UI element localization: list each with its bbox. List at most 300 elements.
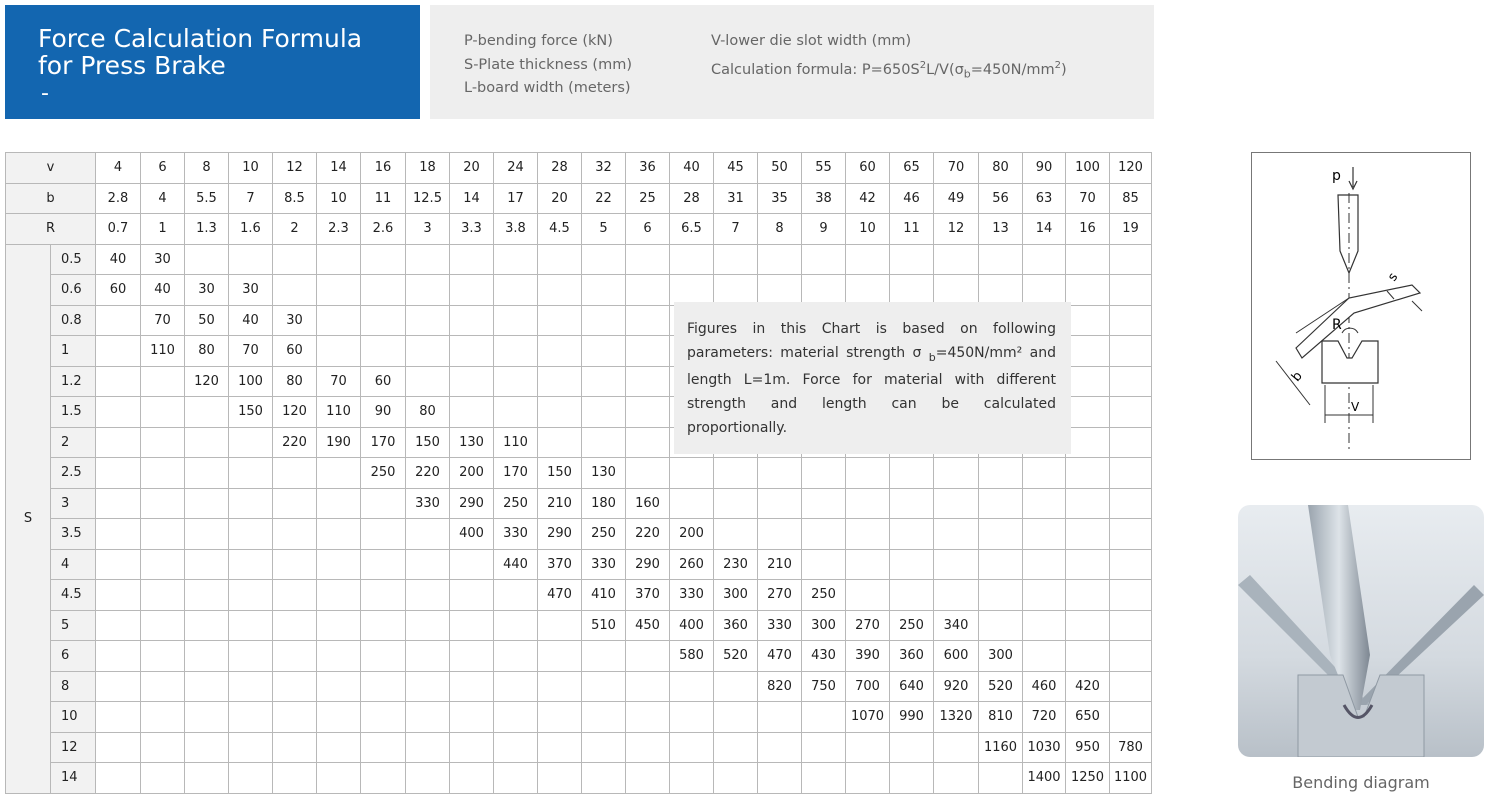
force-cell: 390 <box>846 641 890 672</box>
legend-panel <box>430 5 1154 119</box>
s-axis-label: S <box>6 244 51 793</box>
force-cell <box>538 641 582 672</box>
force-cell: 1100 <box>1110 763 1152 794</box>
header-cell: 6 <box>141 153 185 184</box>
header-cell: 2.6 <box>361 214 406 245</box>
force-cell: 650 <box>1066 702 1110 733</box>
header-row-b <box>6 183 1152 214</box>
force-cell <box>317 305 361 336</box>
force-cell <box>890 580 934 611</box>
force-cell: 270 <box>758 580 802 611</box>
force-cell: 370 <box>538 549 582 580</box>
header-cell: 85 <box>1110 183 1152 214</box>
force-cell <box>185 732 229 763</box>
force-cell <box>317 244 361 275</box>
force-cell <box>185 488 229 519</box>
force-cell <box>626 275 670 306</box>
force-cell <box>1023 458 1066 489</box>
table-row <box>6 275 1152 306</box>
force-cell <box>1110 336 1152 367</box>
header-cell: 8 <box>758 214 802 245</box>
force-cell <box>317 763 361 794</box>
force-cell <box>1066 336 1110 367</box>
force-cell <box>494 702 538 733</box>
force-cell <box>229 488 273 519</box>
header-cell: 18 <box>406 153 450 184</box>
force-cell <box>626 458 670 489</box>
table-row <box>6 702 1152 733</box>
force-cell: 80 <box>406 397 450 428</box>
force-cell <box>1023 610 1066 641</box>
force-cell: 330 <box>406 488 450 519</box>
header-cell: 11 <box>890 214 934 245</box>
header-cell: 10 <box>317 183 361 214</box>
force-cell <box>185 641 229 672</box>
table-row <box>6 488 1152 519</box>
force-cell: 1400 <box>1023 763 1066 794</box>
force-cell <box>141 763 185 794</box>
force-cell <box>1023 244 1066 275</box>
force-cell <box>846 580 890 611</box>
die-shape <box>1322 341 1378 383</box>
header-row-r <box>6 214 1152 245</box>
force-cell: 1070 <box>846 702 890 733</box>
thickness-cell: 3.5 <box>51 519 96 550</box>
force-cell: 120 <box>273 397 317 428</box>
force-cell <box>979 488 1023 519</box>
force-cell <box>494 244 538 275</box>
force-cell <box>538 397 582 428</box>
thickness-cell: 1.2 <box>51 366 96 397</box>
force-cell <box>273 641 317 672</box>
force-cell: 210 <box>758 549 802 580</box>
header-cell: 8 <box>185 153 229 184</box>
force-cell <box>626 671 670 702</box>
force-cell <box>317 671 361 702</box>
header-cell: 45 <box>714 153 758 184</box>
force-cell <box>361 275 406 306</box>
force-cell <box>185 397 229 428</box>
force-cell <box>361 671 406 702</box>
force-cell: 820 <box>758 671 802 702</box>
header-cell: 6 <box>626 214 670 245</box>
force-cell <box>1110 580 1152 611</box>
force-cell <box>1023 519 1066 550</box>
force-cell <box>406 519 450 550</box>
force-cell: 80 <box>273 366 317 397</box>
force-cell: 70 <box>229 336 273 367</box>
force-cell <box>1110 427 1152 458</box>
force-cell <box>450 397 494 428</box>
force-cell <box>582 763 626 794</box>
force-cell: 60 <box>361 366 406 397</box>
force-cell <box>494 336 538 367</box>
force-cell: 1030 <box>1023 732 1066 763</box>
force-cell <box>450 580 494 611</box>
force-cell <box>626 427 670 458</box>
force-cell <box>846 519 890 550</box>
force-cell <box>582 244 626 275</box>
header-cell: 12 <box>273 153 317 184</box>
force-cell: 150 <box>538 458 582 489</box>
force-cell: 360 <box>714 610 758 641</box>
force-cell <box>538 702 582 733</box>
force-cell <box>802 275 846 306</box>
force-cell <box>714 458 758 489</box>
force-cell <box>934 763 979 794</box>
force-cell: 200 <box>450 458 494 489</box>
force-cell <box>317 519 361 550</box>
force-cell <box>141 488 185 519</box>
force-cell <box>229 641 273 672</box>
force-cell: 60 <box>273 336 317 367</box>
force-cell <box>273 732 317 763</box>
legend-column-right <box>711 30 1067 86</box>
force-cell <box>185 702 229 733</box>
force-cell <box>890 488 934 519</box>
header-cell: 25 <box>626 183 670 214</box>
force-cell <box>582 397 626 428</box>
force-cell: 100 <box>229 366 273 397</box>
force-cell: 330 <box>494 519 538 550</box>
force-cell <box>714 702 758 733</box>
header-cell: 70 <box>934 153 979 184</box>
header-cell: 14 <box>317 153 361 184</box>
v-label: V <box>1351 400 1360 414</box>
force-cell: 30 <box>141 244 185 275</box>
force-cell <box>846 732 890 763</box>
force-cell <box>979 275 1023 306</box>
force-cell <box>361 763 406 794</box>
force-cell: 400 <box>450 519 494 550</box>
force-cell <box>802 488 846 519</box>
table-row <box>6 580 1152 611</box>
force-cell <box>229 763 273 794</box>
force-cell <box>450 641 494 672</box>
force-cell <box>229 427 273 458</box>
force-cell <box>317 488 361 519</box>
header-cell: 11 <box>361 183 406 214</box>
force-cell <box>141 549 185 580</box>
force-cell <box>670 244 714 275</box>
header-cell: 65 <box>890 153 934 184</box>
row-label-r: R <box>6 214 96 245</box>
force-cell: 270 <box>846 610 890 641</box>
force-cell: 130 <box>450 427 494 458</box>
force-cell <box>273 610 317 641</box>
force-cell <box>317 610 361 641</box>
force-cell: 340 <box>934 610 979 641</box>
force-cell <box>361 732 406 763</box>
force-cell <box>96 763 141 794</box>
force-cell: 640 <box>890 671 934 702</box>
force-cell <box>96 336 141 367</box>
force-cell <box>538 763 582 794</box>
force-cell <box>185 763 229 794</box>
force-cell <box>229 671 273 702</box>
force-cell: 780 <box>1110 732 1152 763</box>
header-cell: 7 <box>229 183 273 214</box>
force-cell <box>141 732 185 763</box>
force-cell <box>846 763 890 794</box>
force-cell <box>406 610 450 641</box>
force-cell <box>714 732 758 763</box>
force-cell: 180 <box>582 488 626 519</box>
force-cell <box>802 732 846 763</box>
force-cell <box>406 671 450 702</box>
force-cell: 290 <box>538 519 582 550</box>
bending-photo <box>1238 505 1484 757</box>
row-label-b: b <box>6 183 96 214</box>
force-cell <box>758 763 802 794</box>
force-cell: 250 <box>802 580 846 611</box>
force-cell <box>273 549 317 580</box>
force-cell <box>273 244 317 275</box>
force-cell: 330 <box>670 580 714 611</box>
force-cell <box>626 732 670 763</box>
table-row <box>6 549 1152 580</box>
legend-item: P-bending force (kN) <box>464 33 613 49</box>
table-row <box>6 671 1152 702</box>
force-cell <box>1066 549 1110 580</box>
header-cell: 14 <box>1023 214 1066 245</box>
force-cell: 920 <box>934 671 979 702</box>
force-cell <box>934 458 979 489</box>
force-cell <box>406 732 450 763</box>
force-cell <box>802 519 846 550</box>
force-cell: 40 <box>96 244 141 275</box>
force-cell <box>846 549 890 580</box>
force-cell: 250 <box>361 458 406 489</box>
force-cell: 250 <box>890 610 934 641</box>
force-cell <box>670 275 714 306</box>
force-cell <box>1023 488 1066 519</box>
header-cell: 8.5 <box>273 183 317 214</box>
force-cell <box>494 732 538 763</box>
force-cell: 110 <box>317 397 361 428</box>
bending-diagram <box>1251 152 1471 460</box>
force-cell <box>361 641 406 672</box>
force-cell <box>582 305 626 336</box>
force-cell: 290 <box>450 488 494 519</box>
force-cell <box>670 702 714 733</box>
force-cell: 210 <box>538 488 582 519</box>
force-cell <box>1023 580 1066 611</box>
force-cell <box>714 275 758 306</box>
force-cell <box>406 763 450 794</box>
force-cell <box>96 519 141 550</box>
force-cell <box>406 366 450 397</box>
header-cell: 28 <box>538 153 582 184</box>
force-cell <box>582 702 626 733</box>
force-cell: 150 <box>229 397 273 428</box>
thickness-cell: 2 <box>51 427 96 458</box>
header-cell: 1.6 <box>229 214 273 245</box>
force-cell <box>538 732 582 763</box>
force-cell: 170 <box>361 427 406 458</box>
force-cell <box>538 336 582 367</box>
force-cell <box>1023 641 1066 672</box>
force-cell <box>626 641 670 672</box>
thickness-cell: 10 <box>51 702 96 733</box>
thickness-cell: 0.8 <box>51 305 96 336</box>
force-cell: 220 <box>273 427 317 458</box>
header-cell: 14 <box>450 183 494 214</box>
header-cell: 3.3 <box>450 214 494 245</box>
force-cell: 30 <box>273 305 317 336</box>
force-cell <box>185 458 229 489</box>
force-cell <box>979 458 1023 489</box>
force-cell <box>758 244 802 275</box>
force-cell <box>979 244 1023 275</box>
force-cell <box>890 549 934 580</box>
force-cell <box>802 702 846 733</box>
force-cell <box>494 397 538 428</box>
force-cell <box>1023 549 1066 580</box>
header-cell: 6.5 <box>670 214 714 245</box>
force-cell <box>979 763 1023 794</box>
force-cell <box>450 305 494 336</box>
legend-item: V-lower die slot width (mm) <box>711 33 912 49</box>
force-cell <box>758 275 802 306</box>
force-cell: 150 <box>406 427 450 458</box>
header-cell: 38 <box>802 183 846 214</box>
thickness-cell: 12 <box>51 732 96 763</box>
force-cell <box>670 458 714 489</box>
force-cell: 330 <box>758 610 802 641</box>
force-cell: 510 <box>582 610 626 641</box>
force-cell: 470 <box>538 580 582 611</box>
force-cell: 300 <box>802 610 846 641</box>
force-cell <box>273 671 317 702</box>
force-cell <box>450 549 494 580</box>
force-cell <box>494 641 538 672</box>
force-cell: 440 <box>494 549 538 580</box>
force-cell <box>670 488 714 519</box>
force-cell <box>361 336 406 367</box>
force-cell <box>626 366 670 397</box>
r-label: R <box>1332 317 1342 333</box>
force-cell: 1320 <box>934 702 979 733</box>
force-cell <box>96 366 141 397</box>
force-cell <box>450 275 494 306</box>
force-cell <box>185 427 229 458</box>
force-cell <box>361 549 406 580</box>
force-cell: 160 <box>626 488 670 519</box>
force-cell <box>494 763 538 794</box>
force-cell: 200 <box>670 519 714 550</box>
header-cell: 3 <box>406 214 450 245</box>
header-cell: 49 <box>934 183 979 214</box>
header-cell: 36 <box>626 153 670 184</box>
force-cell <box>96 580 141 611</box>
s-dim-b <box>1412 301 1422 311</box>
force-cell <box>1066 427 1110 458</box>
header-cell: 22 <box>582 183 626 214</box>
formula-text: Calculation formula: $P=650S^2L/V(\sigma_b=450N/mm^2)$ <box>711 59 1067 81</box>
force-cell <box>626 336 670 367</box>
force-cell <box>361 610 406 641</box>
header-cell: 16 <box>361 153 406 184</box>
header-cell: 12 <box>934 214 979 245</box>
header-cell: 20 <box>538 183 582 214</box>
force-cell <box>317 275 361 306</box>
force-cell <box>846 458 890 489</box>
force-cell <box>626 397 670 428</box>
force-cell: 250 <box>582 519 626 550</box>
force-cell <box>582 732 626 763</box>
force-cell <box>273 763 317 794</box>
force-cell: 410 <box>582 580 626 611</box>
force-cell: 520 <box>979 671 1023 702</box>
force-cell: 30 <box>229 275 273 306</box>
force-cell <box>979 519 1023 550</box>
legend-item: L-board width (meters) <box>464 80 631 96</box>
force-cell <box>494 305 538 336</box>
header-cell: 4 <box>96 153 141 184</box>
header-row-v <box>6 153 1152 184</box>
force-cell <box>758 519 802 550</box>
title-dash: - <box>41 81 49 106</box>
force-cell <box>802 763 846 794</box>
punch-shape <box>1338 195 1358 273</box>
force-cell <box>273 702 317 733</box>
header-cell: 4 <box>141 183 185 214</box>
force-cell <box>450 732 494 763</box>
force-cell <box>406 336 450 367</box>
header-cell: 4.5 <box>538 214 582 245</box>
force-cell <box>494 275 538 306</box>
force-cell <box>1110 671 1152 702</box>
force-cell <box>141 610 185 641</box>
force-cell: 220 <box>626 519 670 550</box>
force-cell: 450 <box>626 610 670 641</box>
header-cell: 60 <box>846 153 890 184</box>
force-cell <box>317 732 361 763</box>
force-cell: 70 <box>317 366 361 397</box>
force-cell: 700 <box>846 671 890 702</box>
force-cell <box>626 763 670 794</box>
force-cell <box>96 488 141 519</box>
force-cell <box>229 244 273 275</box>
force-cell <box>450 244 494 275</box>
force-cell <box>185 244 229 275</box>
force-cell <box>979 610 1023 641</box>
header-cell: 1.3 <box>185 214 229 245</box>
header-cell: 17 <box>494 183 538 214</box>
force-cell <box>450 702 494 733</box>
force-cell <box>141 519 185 550</box>
force-cell <box>758 732 802 763</box>
force-cell: 170 <box>494 458 538 489</box>
force-cell <box>846 488 890 519</box>
thickness-cell: 5 <box>51 610 96 641</box>
force-cell: 600 <box>934 641 979 672</box>
force-cell <box>582 427 626 458</box>
force-cell <box>494 610 538 641</box>
force-cell <box>229 702 273 733</box>
force-cell <box>494 366 538 397</box>
thickness-cell: 1 <box>51 336 96 367</box>
force-cell <box>582 641 626 672</box>
force-cell <box>229 458 273 489</box>
legend-column-left <box>464 30 632 101</box>
force-cell <box>846 244 890 275</box>
force-cell <box>450 366 494 397</box>
thickness-cell: 8 <box>51 671 96 702</box>
force-cell: 220 <box>406 458 450 489</box>
force-cell <box>1110 549 1152 580</box>
